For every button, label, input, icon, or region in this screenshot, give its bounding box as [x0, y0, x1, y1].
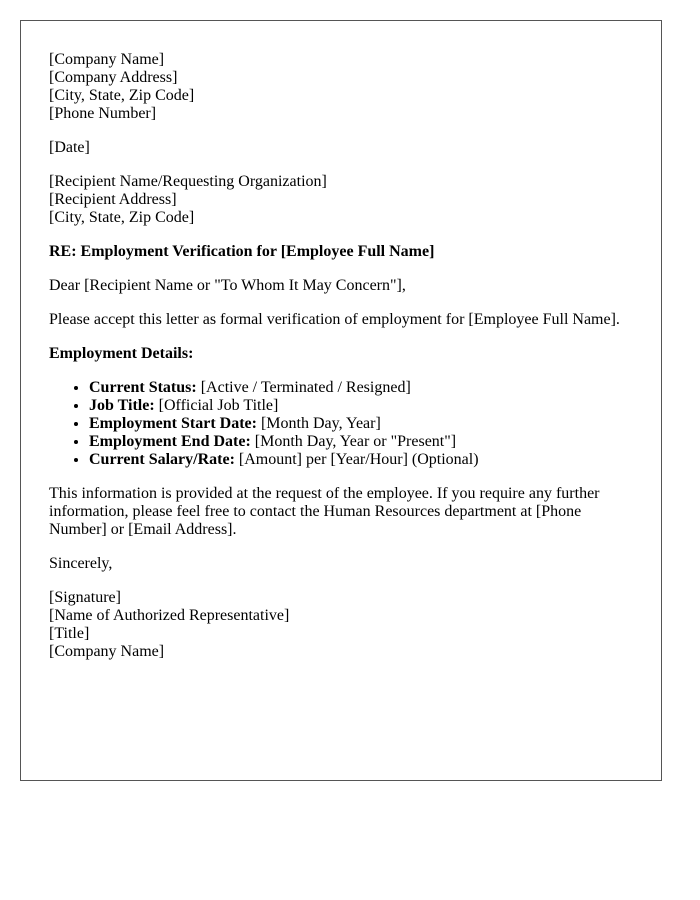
closing-paragraph: This information is provided at the request of the employee. If you require any further information, please feel free to contact the Human Resources department at [Phone Number] or [Email Address].: [49, 485, 600, 538]
detail-label: Employment End Date:: [89, 433, 251, 450]
sender-phone: [Phone Number]: [49, 105, 157, 122]
recipient-block: [49, 173, 633, 227]
details-list: [49, 379, 633, 469]
list-item: [89, 433, 633, 451]
recipient-name-org: [Recipient Name/Requesting Organization]: [49, 173, 327, 190]
signature-block: [49, 589, 633, 661]
signer-title: [Title]: [49, 625, 90, 642]
detail-value: [Amount] per [Year/Hour] (Optional): [234, 451, 479, 468]
signer-company: [Company Name]: [49, 643, 165, 660]
detail-value: [Active / Terminated / Resigned]: [196, 379, 411, 396]
signature-placeholder: [Signature]: [49, 589, 121, 606]
sender-city-state-zip: [City, State, Zip Code]: [49, 87, 195, 104]
detail-label: Employment Start Date:: [89, 415, 257, 432]
detail-value: [Official Job Title]: [154, 397, 279, 414]
sender-company-name: [Company Name]: [49, 51, 165, 68]
details-heading: Employment Details:: [49, 345, 194, 362]
sender-company-address: [Company Address]: [49, 69, 178, 86]
list-item: [89, 415, 633, 433]
detail-label: Current Salary/Rate:: [89, 451, 235, 468]
letter-page: [20, 20, 662, 781]
recipient-address: [Recipient Address]: [49, 191, 177, 208]
detail-value: [Month Day, Year or "Present"]: [250, 433, 457, 450]
list-item: [89, 379, 633, 397]
salutation: Dear [Recipient Name or "To Whom It May Concern"],: [49, 277, 406, 294]
date-block: [49, 139, 633, 157]
detail-value: [Month Day, Year]: [256, 415, 381, 432]
letter-date: [Date]: [49, 139, 90, 156]
sender-block: [49, 51, 633, 123]
detail-label: Current Status:: [89, 379, 197, 396]
detail-label: Job Title:: [89, 397, 155, 414]
intro-paragraph: Please accept this letter as formal verification of employment for [Employee Full Name].: [49, 311, 620, 328]
list-item: [89, 451, 633, 469]
signer-name: [Name of Authorized Representative]: [49, 607, 290, 624]
closing: Sincerely,: [49, 555, 113, 572]
recipient-city-state-zip: [City, State, Zip Code]: [49, 209, 195, 226]
list-item: [89, 397, 633, 415]
subject-line: RE: Employment Verification for [Employee Full Name]: [49, 243, 435, 260]
